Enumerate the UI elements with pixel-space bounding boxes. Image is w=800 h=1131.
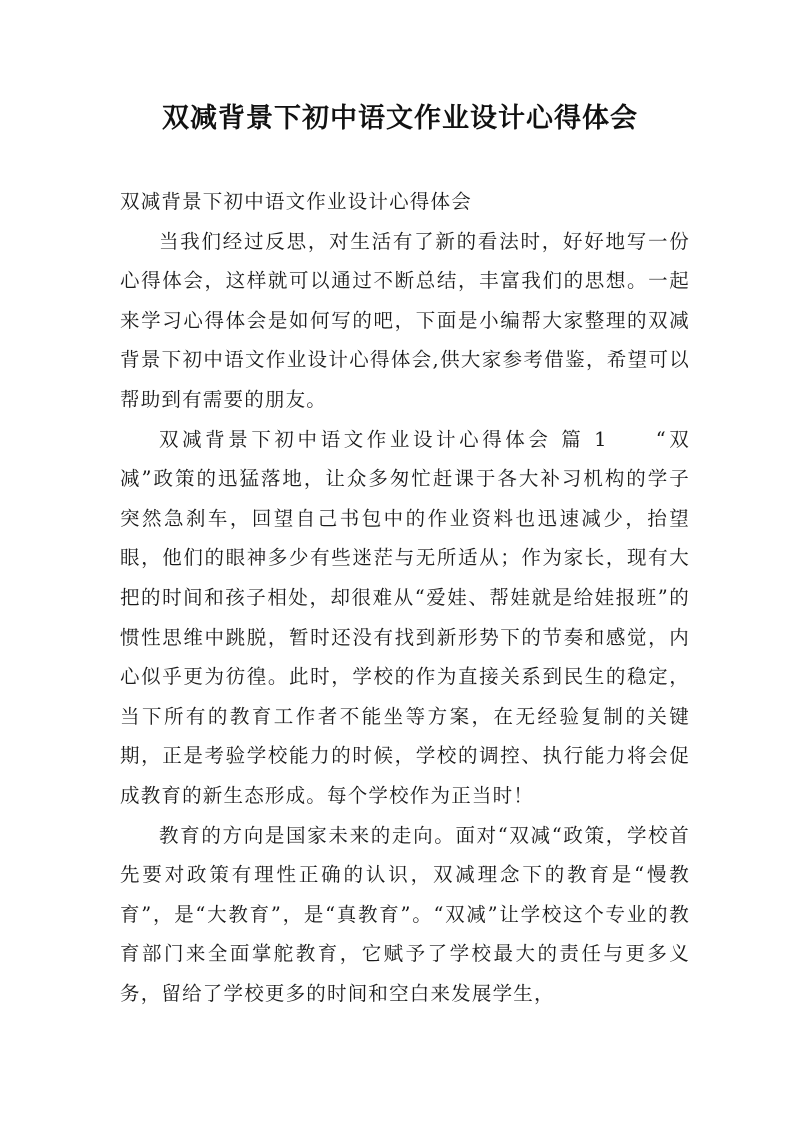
section-paragraph (120, 420, 690, 816)
document-body (120, 182, 690, 1013)
document-title: 双减背景下初中语文作业设计心得体会 (162, 103, 638, 134)
document-subtitle: 双减背景下初中语文作业设计心得体会 (120, 190, 472, 213)
section-heading: 双减背景下初中语文作业设计心得体会 篇 1 (159, 427, 608, 451)
section-body: “双减”政策的迅猛落地，让众多匆忙赶课于各大补习机构的学子突然急刹车，回望自己书包中的作业资料也迅速减少，抬望眼，他们的眼神多少有些迷茫与无所适从；作为家长，现有大把的时间和孩子相处，却很难从“爱娃、帮娃就是给娃报班”的惯性思维中跳脱，暂时还没有找到新形势下的节奏和感觉，内心似乎更为彷徨。此时，学校的作为直接关系到民生的稳定，当下所有的教育工作者不能坐等方案，在无经验复制的关键期，正是考验学校能力的时候，学校的调控、执行能力将会促成教育的新生态形成。每个学校作为正当时！ (120, 427, 690, 807)
intro-paragraph: 当我们经过反思，对生活有了新的看法时，好好地写一份心得体会，这样就可以通过不断总结，丰富我们的思想。一起来学习心得体会是如何写的吧，下面是小编帮大家整理的双减背景下初中语文作业设计心得体会,供大家参考借鉴，希望可以帮助到有需要的朋友。 (120, 229, 690, 411)
body-paragraph-2: 教育的方向是国家未来的走向。面对“双减“政策，学校首先要对政策有理性正确的认识，双减理念下的教育是“慢教育”，是“大教育”，是“真教育”。“双减”让学校这个专业的教育部门来全面掌舵教育，它赋予了学校最大的责任与更多义务，留给了学校更多的时间和空白来发展学生， (120, 823, 690, 1005)
